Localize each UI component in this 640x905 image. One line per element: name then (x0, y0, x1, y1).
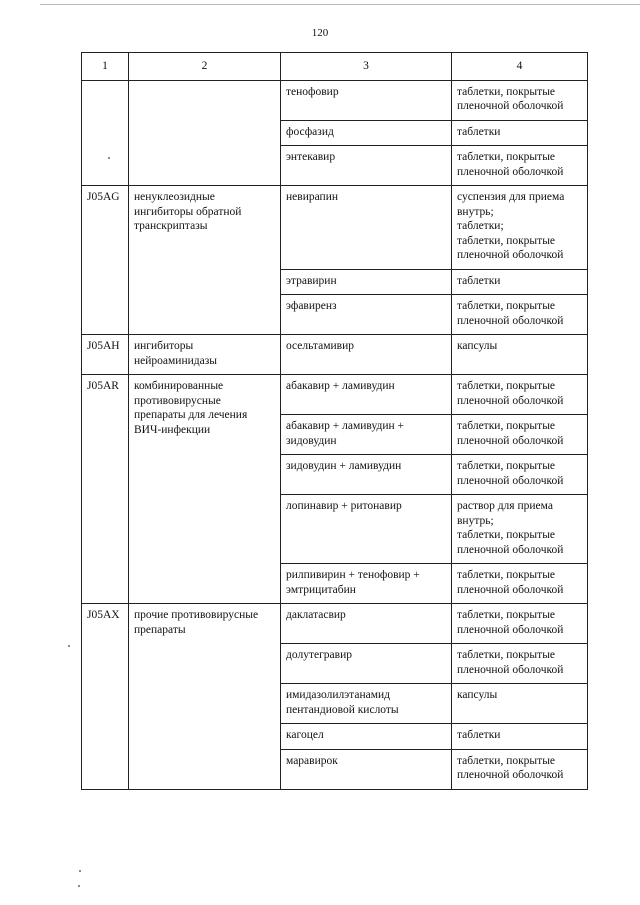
dosage-form-cell-line: таблетки, покрытые (457, 380, 556, 392)
drug-name-cell-line: энтекавир (286, 151, 336, 163)
group-name-cell-line: ВИЧ-инфекции (134, 423, 211, 436)
atc-code-cell (82, 80, 129, 186)
drug-name-cell-line: долутегравир (286, 649, 352, 661)
drug-name-cell-line: даклатасвир (286, 609, 346, 621)
drug-name-cell (281, 269, 452, 295)
dosage-form-cell (452, 495, 588, 564)
drug-name-cell (281, 749, 452, 789)
drug-name-cell-line: зидовудин (286, 434, 337, 447)
dosage-form-cell-line: капсулы (457, 689, 498, 701)
drug-name-cell-line: этравирин (286, 274, 337, 287)
drug-table (81, 52, 588, 790)
group-name-cell (129, 335, 281, 375)
drug-name-cell (281, 335, 452, 375)
dosage-form-cell-line: таблетки, покрытые (457, 569, 556, 581)
dosage-form-cell (452, 684, 588, 724)
dosage-form-cell (452, 146, 588, 186)
table-row (82, 375, 588, 415)
group-name-cell-line: ненуклеозидные (134, 191, 215, 203)
group-name-cell-line: прочие противовирусные (134, 609, 259, 621)
drug-name-cell-line: эмтрицитабин (286, 583, 356, 596)
drug-name-cell-line: тенофовир (286, 85, 339, 98)
drug-name-cell-line: фосфазид (286, 125, 334, 138)
drug-name-cell (281, 146, 452, 186)
table-row (82, 186, 588, 270)
scan-speck (78, 885, 80, 887)
dosage-form-cell-line: таблетки, покрытые (457, 300, 556, 312)
atc-code-cell: J05AX (82, 604, 129, 790)
dosage-form-cell-line: капсулы (457, 340, 498, 352)
scan-speck (108, 157, 110, 159)
dosage-form-cell (452, 295, 588, 335)
drug-name-cell-line: осельтамивир (286, 340, 354, 352)
group-name-cell-line: противовирусные (134, 394, 221, 407)
header-row (82, 53, 588, 81)
dosage-form-cell (452, 749, 588, 789)
dosage-form-cell (452, 186, 588, 270)
drug-name-cell (281, 604, 452, 644)
dosage-form-cell (452, 269, 588, 295)
drug-name-cell-line: абакавир + ламивудин (286, 380, 395, 392)
group-name-cell-line: ингибиторы обратной (134, 205, 242, 218)
dosage-form-cell (452, 564, 588, 604)
group-name-cell-line: комбинированные (134, 380, 224, 392)
dosage-form-cell-line: таблетки; (457, 220, 504, 232)
drug-name-cell-line: маравирок (286, 754, 338, 767)
dosage-form-cell-line: таблетки (457, 729, 501, 741)
group-name-cell-line: препараты для лечения (134, 409, 248, 421)
dosage-form-cell (452, 375, 588, 415)
group-name-cell-line: препараты (134, 623, 186, 636)
drug-name-cell (281, 80, 452, 120)
dosage-form-cell-line: раствор для приема (457, 500, 553, 512)
dosage-form-cell-line: пленочной оболочкой (457, 434, 564, 447)
dosage-form-cell (452, 724, 588, 750)
dosage-form-cell (452, 455, 588, 495)
atc-code-cell: J05AG (82, 186, 129, 335)
group-name-cell-line: ингибиторы (134, 340, 194, 352)
dosage-form-cell-line: пленочной оболочкой (457, 249, 564, 261)
dosage-form-cell-line: пленочной оболочкой (457, 623, 564, 636)
dosage-form-cell-line: таблетки, покрытые (457, 460, 556, 472)
group-name-cell-line: транскриптазы (134, 220, 208, 232)
dosage-form-cell-line: внутрь; (457, 514, 494, 527)
scan-speck (79, 870, 81, 872)
dosage-form-cell (452, 335, 588, 375)
drug-name-cell (281, 684, 452, 724)
dosage-form-cell-line: таблетки (457, 125, 501, 138)
drug-name-cell-line: невирапин (286, 191, 339, 203)
column-header: 3 (281, 53, 452, 81)
drug-name-cell (281, 724, 452, 750)
dosage-form-cell-line: таблетки, покрытые (457, 151, 556, 163)
dosage-form-cell (452, 120, 588, 146)
column-header: 4 (452, 53, 588, 81)
drug-name-cell-line: кагоцел (286, 729, 324, 741)
dosage-form-cell (452, 644, 588, 684)
dosage-form-cell-line: пленочной оболочкой (457, 165, 564, 178)
drug-name-cell-line: пентандиовой кислоты (286, 703, 399, 716)
dosage-form-cell (452, 80, 588, 120)
dosage-form-cell-line: пленочной оболочкой (457, 474, 564, 487)
atc-code-cell: J05AR (82, 375, 129, 604)
dosage-form-cell-line: пленочной оболочкой (457, 769, 564, 781)
drug-name-cell (281, 120, 452, 146)
dosage-form-cell-line: пленочной оболочкой (457, 100, 564, 112)
dosage-form-cell-line: таблетки, покрытые (457, 420, 556, 432)
group-name-cell-line: нейроаминидазы (134, 354, 217, 367)
drug-name-cell-line: лопинавир + ритонавир (286, 500, 402, 512)
dosage-form-cell-line: пленочной оболочкой (457, 583, 564, 596)
dosage-form-cell-line: пленочной оболочкой (457, 314, 564, 327)
drug-name-cell (281, 186, 452, 270)
drug-name-cell (281, 564, 452, 604)
column-header: 2 (129, 53, 281, 81)
dosage-form-cell-line: таблетки, покрытые (457, 529, 556, 541)
drug-name-cell (281, 495, 452, 564)
dosage-form-cell (452, 415, 588, 455)
drug-name-cell-line: зидовудин + ламивудин (286, 460, 402, 472)
drug-name-cell-line: абакавир + ламивудин + (286, 420, 405, 432)
dosage-form-cell-line: пленочной оболочкой (457, 663, 564, 676)
drug-name-cell (281, 375, 452, 415)
drug-name-cell (281, 295, 452, 335)
dosage-form-cell-line: внутрь; (457, 205, 494, 218)
drug-name-cell (281, 415, 452, 455)
dosage-form-cell-line: таблетки (457, 274, 501, 287)
table-row (82, 604, 588, 644)
dosage-form-cell-line: таблетки, покрытые (457, 609, 556, 621)
group-name-cell (129, 604, 281, 790)
top-scan-line (40, 4, 640, 5)
dosage-form-cell-line: таблетки, покрытые (457, 649, 556, 661)
drug-name-cell-line: имидазолилэтанамид (286, 689, 390, 701)
drug-name-cell (281, 644, 452, 684)
table-row (82, 80, 588, 120)
group-name-cell (129, 186, 281, 335)
table-body (82, 80, 588, 789)
table-row (82, 335, 588, 375)
page-number: 120 (311, 27, 329, 39)
dosage-form-cell-line: таблетки, покрытые (457, 754, 556, 767)
drug-name-cell (281, 455, 452, 495)
scan-speck (68, 645, 70, 647)
dosage-form-cell-line: суспензия для приема (457, 191, 565, 203)
dosage-form-cell (452, 604, 588, 644)
group-name-cell (129, 375, 281, 604)
column-header: 1 (82, 53, 129, 81)
dosage-form-cell-line: таблетки, покрытые (457, 234, 556, 247)
drug-name-cell-line: рилпивирин + тенофовир + (286, 569, 420, 581)
dosage-form-cell-line: пленочной оболочкой (457, 394, 564, 407)
drug-name-cell-line: эфавиренз (286, 300, 337, 312)
atc-code-cell: J05AH (82, 335, 129, 375)
dosage-form-cell-line: таблетки, покрытые (457, 85, 556, 98)
group-name-cell (129, 80, 281, 186)
dosage-form-cell-line: пленочной оболочкой (457, 543, 564, 556)
